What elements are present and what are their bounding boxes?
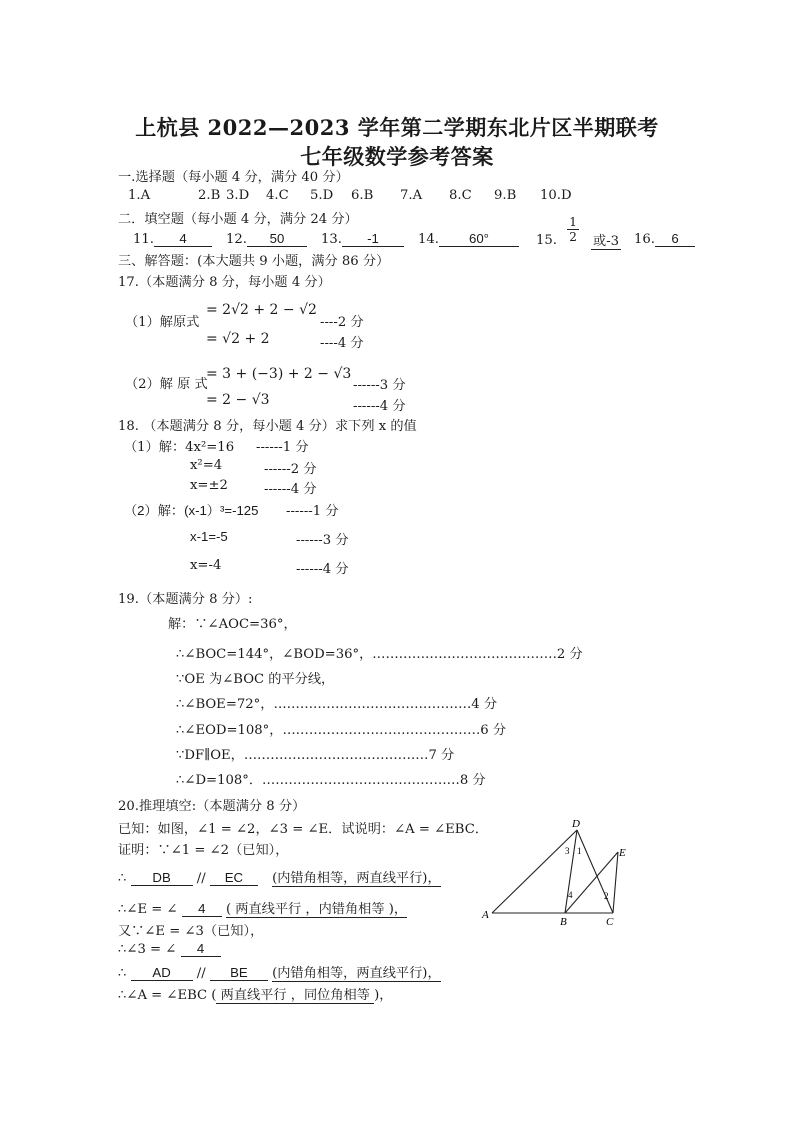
fill-item-13: 13. -1 bbox=[321, 231, 404, 247]
q17-p1-line1: = 2√2 + 2 − √2 bbox=[206, 302, 317, 318]
label-D: D bbox=[572, 818, 580, 830]
q20-step6: ∴∠A = ∠EBC ( 两直线平行 ，同位角相等 )， bbox=[118, 988, 393, 1003]
q17-p1-score1: ----2 分 bbox=[320, 315, 364, 330]
q17-p1-line2: = √2 + 2 bbox=[206, 331, 270, 347]
geometry-figure bbox=[480, 814, 630, 929]
fill-item-12: 12. 50 bbox=[226, 231, 307, 247]
q18-p2-score1: ------1 分 bbox=[286, 504, 339, 519]
angle-1: 1 bbox=[577, 846, 582, 856]
q18-p2-score3: ------4 分 bbox=[296, 562, 349, 577]
q18-p1-line3: x=±2 bbox=[190, 478, 228, 493]
q20-blank: 4 bbox=[181, 941, 221, 957]
q18-p2-score2: ------3 分 bbox=[296, 533, 349, 548]
angle-3: 3 bbox=[565, 846, 570, 856]
q19-line: ∴∠BOC=144°，∠BOD=36°，……………………………………2 分 bbox=[176, 647, 583, 662]
mc-answer: 9.B bbox=[494, 188, 517, 203]
q17-p2-line2: = 2 − √3 bbox=[206, 392, 270, 408]
mc-answer: 5.D bbox=[310, 188, 334, 203]
q17-p2-score2: ------4 分 bbox=[353, 399, 406, 414]
q19-line: ∵DF∥OE，……………………………………7 分 bbox=[176, 748, 455, 763]
fraction: $\frac{1}{2}$ bbox=[569, 214, 577, 244]
mc-answer: 1.A bbox=[128, 188, 151, 203]
q19-line: ∵OE 为∠BOC 的平分线， bbox=[176, 672, 335, 687]
q20-blank: EC bbox=[210, 870, 258, 886]
label-E: E bbox=[619, 847, 626, 859]
angle-4: 4 bbox=[568, 890, 573, 900]
fill-item-16: 16. 6 bbox=[634, 231, 695, 247]
section2-heading: 二．填空题（每小题 4 分，满分 24 分） bbox=[118, 212, 358, 227]
q18-p2-line2: x-1=-5 bbox=[190, 529, 228, 544]
q20-heading: 20.推理填空:（本题满分 8 分） bbox=[118, 799, 306, 814]
q18-p2-line1: （2）解：(x-1）³=-125 bbox=[124, 503, 259, 518]
mc-answer: 4.C bbox=[266, 188, 289, 203]
q18-p2-line3: x=-4 bbox=[190, 558, 222, 573]
q20-step2: ∴∠E = ∠ 4 ( 两直线平行 ，内错角相等 )， bbox=[118, 901, 408, 917]
q20-step3: 又∵∠E = ∠3（已知）， bbox=[118, 924, 264, 939]
q19-line: ∴∠BOE=72°，………………………………………4 分 bbox=[176, 697, 498, 712]
fill-answer: -1 bbox=[342, 231, 404, 247]
mc-answer: 6.B bbox=[351, 188, 374, 203]
section1-heading: 一.选择题（每小题 4 分，满分 40 分） bbox=[118, 170, 349, 185]
fill-answer: 6 bbox=[655, 231, 695, 247]
fill-answer: 4 bbox=[154, 231, 212, 247]
label-A: A bbox=[482, 909, 489, 921]
q17-p2-label: （2）解 原 式 bbox=[125, 377, 208, 392]
label-C: C bbox=[606, 916, 614, 928]
q19-line: ∴∠EOD=108°，………………………………………6 分 bbox=[176, 723, 507, 738]
q18-heading: 18. （本题满分 8 分，每小题 4 分）求下列 x 的值 bbox=[118, 419, 417, 434]
q17-p1-score2: ----4 分 bbox=[320, 336, 364, 351]
mc-answer: 2.B bbox=[198, 188, 221, 203]
fill-answer: 50 bbox=[247, 231, 307, 247]
fill-item-14: 14. 60° bbox=[418, 231, 519, 247]
q17-p1-label: （1）解原式 bbox=[125, 315, 200, 330]
line-AD bbox=[492, 830, 577, 913]
q18-p1-line2: x²=4 bbox=[190, 458, 223, 473]
fill-item-15: 15. $\frac{1}{2}$ 或-3 bbox=[536, 214, 620, 249]
q20-blank: BE bbox=[210, 965, 268, 981]
q20-proof: 证明：∵∠1 = ∠2（已知）， bbox=[118, 843, 289, 858]
q20-step4: ∴∠3 = ∠ 4 bbox=[118, 941, 221, 957]
q20-step5: ∴ AD // BE (内错角相等，两直线平行)， bbox=[118, 965, 441, 981]
q17-p2-line1: = 3 + (−3) + 2 − √3 bbox=[206, 366, 352, 382]
mc-answer: 7.A bbox=[400, 188, 423, 203]
q17-p2-score1: ------3 分 bbox=[353, 378, 406, 393]
q20-given: 已知：如图，∠1 = ∠2，∠3 = ∠E．试说明：∠A = ∠EBC． bbox=[118, 822, 489, 837]
q17-heading: 17.（本题满分 8 分，每小题 4 分） bbox=[118, 275, 331, 290]
fill-item-11: 11. 4 bbox=[133, 231, 212, 247]
q18-p1-score2: ------2 分 bbox=[264, 462, 317, 477]
q18-p1-score3: ------4 分 bbox=[264, 482, 317, 497]
fill-answer: 60° bbox=[439, 231, 519, 247]
page-title: 上杭县 2022—2023 学年第二学期东北片区半期联考 bbox=[135, 115, 659, 140]
page-subtitle: 七年级数学参考答案 bbox=[300, 144, 494, 169]
q20-step1: ∴ DB // EC (内错角相等，两直线平行)， bbox=[118, 870, 441, 886]
q18-p1-line1: （1）解：4x²=16 bbox=[124, 440, 235, 455]
q20-blank: AD bbox=[131, 965, 193, 981]
q19-heading: 19.（本题满分 8 分）: bbox=[118, 592, 253, 607]
q19-line: 解：∵∠AOC=36°， bbox=[168, 617, 297, 632]
q20-blank: DB bbox=[131, 870, 193, 886]
line-EC bbox=[613, 852, 618, 913]
mc-answer: 10.D bbox=[540, 188, 572, 203]
mc-answer: 8.C bbox=[449, 188, 472, 203]
q19-line: ∴∠D=108°．………………………………………8 分 bbox=[176, 773, 486, 788]
mc-answer: 3.D bbox=[226, 188, 250, 203]
angle-2: 2 bbox=[604, 891, 609, 901]
q18-p1-score1: ------1 分 bbox=[256, 440, 309, 455]
label-B: B bbox=[560, 916, 567, 928]
section3-heading: 三、解答题：(本大题共 9 小题，满分 86 分） bbox=[118, 254, 390, 269]
q20-blank: 4 bbox=[182, 901, 222, 917]
